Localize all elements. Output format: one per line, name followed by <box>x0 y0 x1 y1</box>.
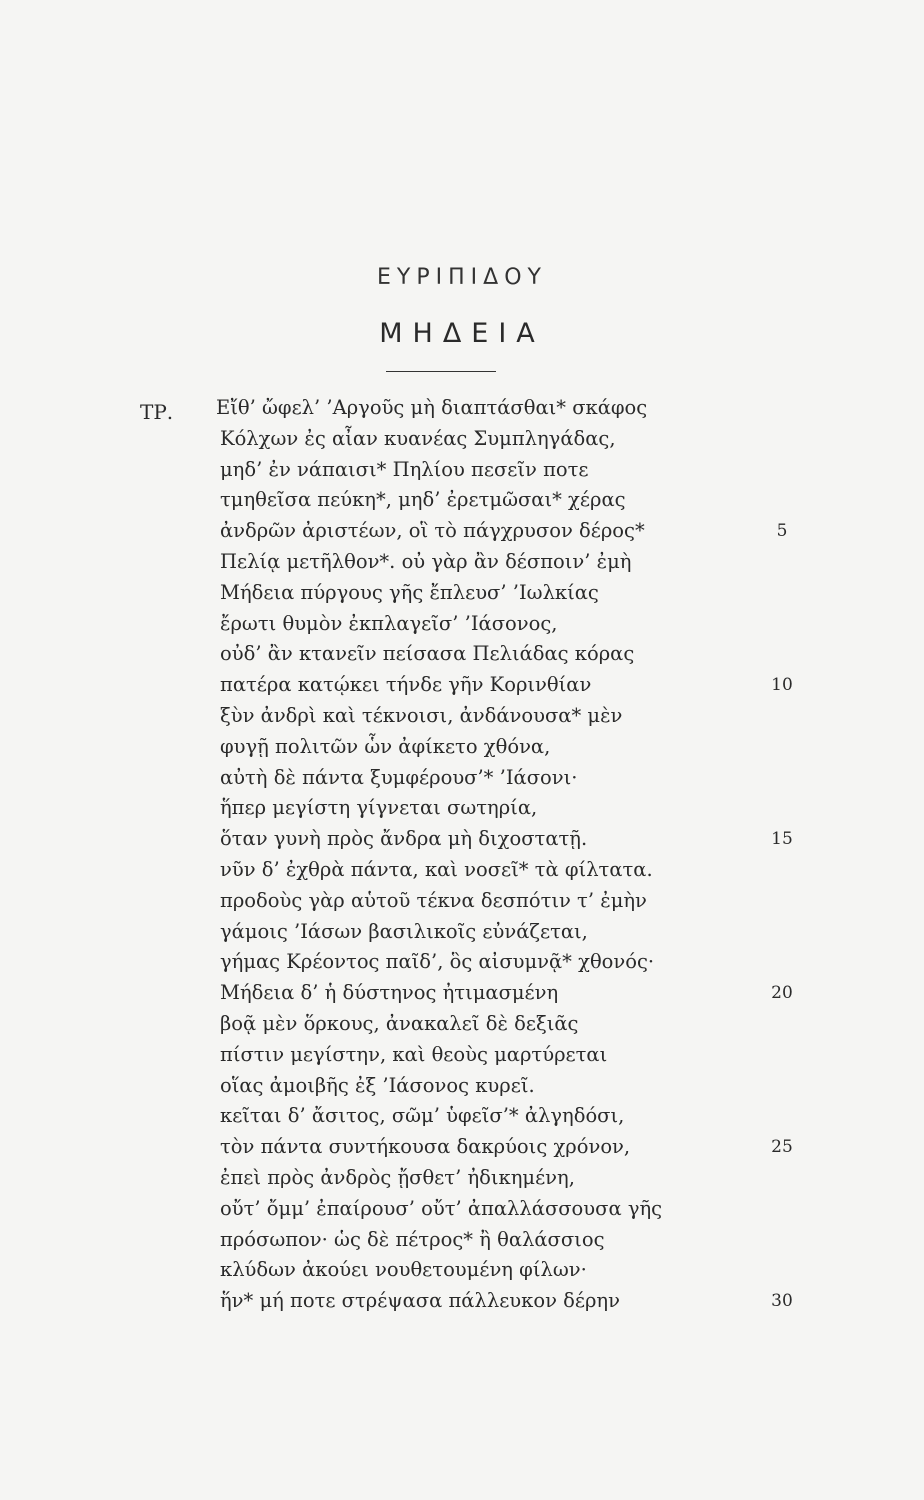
verse-line: οἵας ἀμοιβῆς ἐξ ’Ιάσονος κυρεῖ. <box>220 1073 535 1097</box>
line-number: 5 <box>776 521 788 542</box>
verse-line: ἥν* μή ποτε στρέψασα πάλλευκον δέρην <box>220 1289 620 1313</box>
verse-line: βοᾷ μὲν ὅρκους, ἀνακαλεῖ δὲ δεξιᾶς <box>220 1012 579 1035</box>
verse-line: κεῖται δ’ ἄσιτος, σῶμ’ ὑφεῖσ’* ἀλγηδόσι, <box>220 1104 625 1128</box>
verse-line: πατέρα κατῴκει τήνδε γῆν Κορινθίαν <box>220 673 592 697</box>
verse-line: μηδ’ ἐν νάπαισι* Πηλίου πεσεῖν ποτε <box>220 457 589 481</box>
verse-line: ὅταν γυνὴ πρὸς ἄνδρα μὴ διχοστατῇ. <box>220 827 588 851</box>
line-number: 25 <box>771 1137 793 1158</box>
verse-line: ἀνδρῶν ἀριστέων, οἳ τὸ πάγχρυσον δέρος* <box>220 519 645 543</box>
speaker-label: ΤΡ. <box>140 400 174 424</box>
line-number: 30 <box>771 1291 793 1312</box>
verse-line: οὔτ’ ὄμμ’ ἐπαίρουσ’ οὔτ’ ἀπαλλάσσουσα γῆς <box>220 1196 663 1220</box>
title-divider <box>386 371 496 372</box>
line-number: 10 <box>771 675 793 696</box>
verse-line: ἥπερ μεγίστη γίγνεται σωτηρία, <box>220 796 538 820</box>
author-heading: ΕΥΡΙΠΙΔΟΥ <box>377 265 547 290</box>
verse-line: πρόσωπον· ὡς δὲ πέτρος* ἢ θαλάσσιος <box>220 1227 605 1251</box>
verse-line: Μήδεια πύργους γῆς ἔπλευσ’ ’Ιωλκίας <box>220 580 599 604</box>
verse-line: κλύδων ἀκούει νουθετουμένη φίλων· <box>220 1258 587 1282</box>
verse-line: Κόλχων ἐς αἶαν κυανέας Συμπληγάδας, <box>220 426 616 450</box>
verse-line: πίστιν μεγίστην, καὶ θεοὺς μαρτύρεται <box>220 1042 608 1066</box>
play-title: ΜΗΔΕΙΑ <box>379 318 545 349</box>
verse-line: νῦν δ’ ἐχθρὰ πάντα, καὶ νοσεῖ* τὰ φίλτατα. <box>220 858 653 881</box>
verse-line: τὸν πάντα συντήκουσα δακρύοις χρόνον, <box>220 1135 631 1159</box>
line-number: 20 <box>771 983 793 1004</box>
line-number: 15 <box>771 829 793 850</box>
verse-line: προδοὺς γὰρ αὑτοῦ τέκνα δεσπότιν τ’ ἐμὴν <box>220 888 647 912</box>
verse-line: ξὺν ἀνδρὶ καὶ τέκνοισι, ἀνδάνουσα* μὲν <box>220 704 623 727</box>
verse-line: γάμοις ’Ιάσων βασιλικοῖς εὐνάζεται, <box>220 919 588 943</box>
verse-line: Πελίᾳ μετῆλθον*. οὐ γὰρ ἂν δέσποιν’ ἐμὴ <box>220 550 632 573</box>
verse-line: αὐτὴ δὲ πάντα ξυμφέρουσ’* ’Ιάσονι· <box>220 765 578 789</box>
verse-line: οὐδ’ ἂν κτανεῖν πείσασα Πελιάδας κόρας <box>220 642 635 666</box>
verse-line: Μήδεια δ’ ἡ δύστηνος ἠτιμασμένη <box>220 981 559 1005</box>
verse-line: φυγῇ πολιτῶν ὧν ἀφίκετο χθόνα, <box>220 734 551 758</box>
verse-line: ἐπεὶ πρὸς ἀνδρὸς ᾔσθετ’ ἠδικημένη, <box>220 1166 575 1189</box>
verse-line: γήμας Κρέοντος παῖδ’, ὃς αἰσυμνᾷ* χθονός· <box>220 950 655 974</box>
verse-line: τμηθεῖσα πεύκη*, μηδ’ ἐρετμῶσαι* χέρας <box>220 488 626 512</box>
verse-line: Εἴθ’ ὤφελ’ ’Αργοῦς μὴ διαπτάσθαι* σκάφος <box>216 396 648 419</box>
verse-line: ἔρωτι θυμὸν ἐκπλαγεῖσ’ ’Ιάσονος, <box>220 611 558 635</box>
